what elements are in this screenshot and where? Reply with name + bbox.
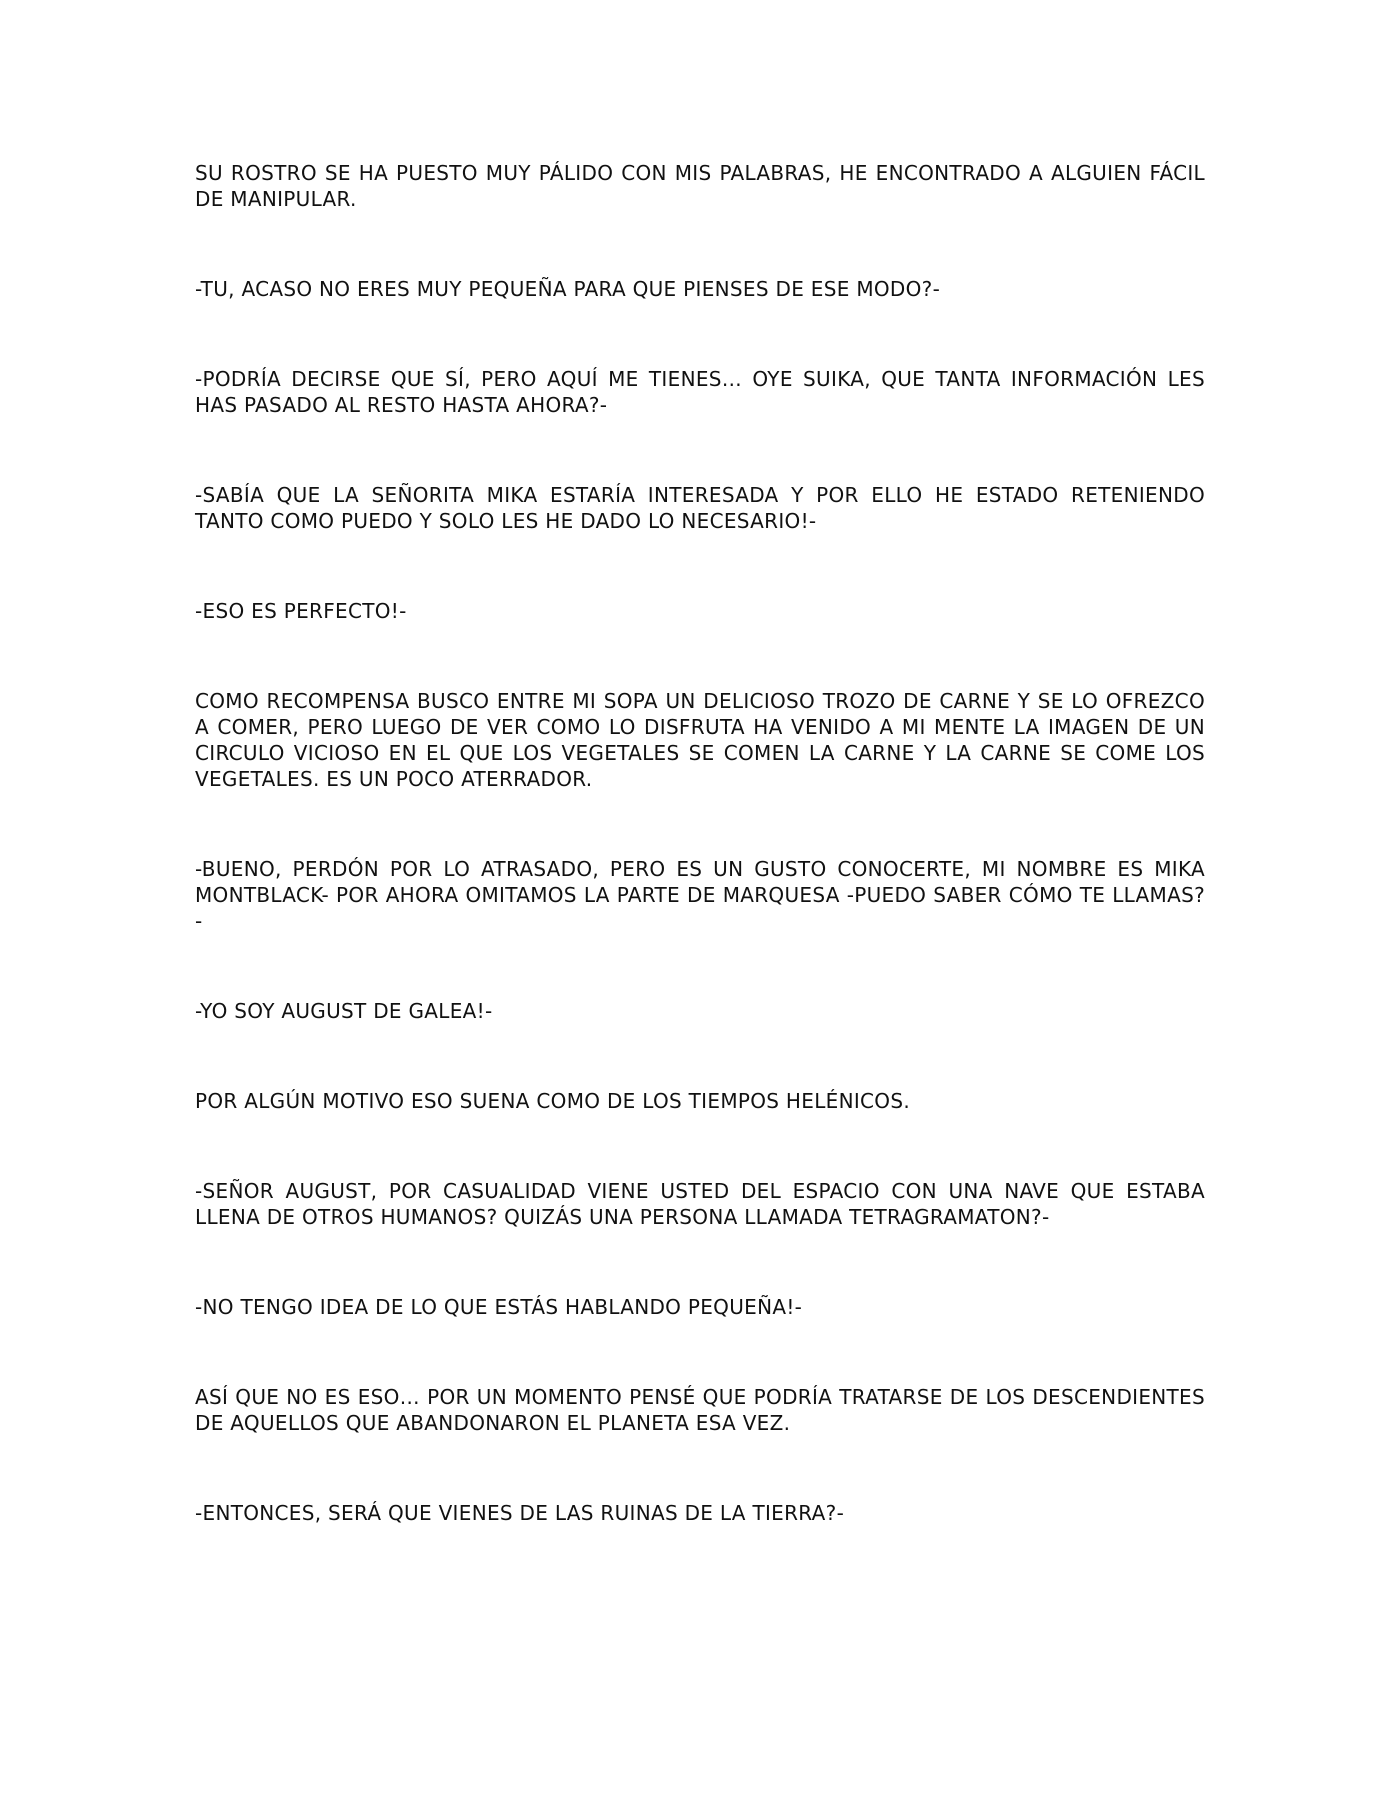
text-body <box>195 160 1205 1590</box>
paragraph-1: SU ROSTRO SE HA PUESTO MUY PÁLIDO CON MIS PALABRAS, HE ENCONTRADO A ALGUIEN FÁCIL DE MANIPULAR. <box>195 161 1205 211</box>
paragraph-6: COMO RECOMPENSA BUSCO ENTRE MI SOPA UN DELICIOSO TROZO DE CARNE Y SE LO OFREZCO A COMER, PERO LUEGO DE VER COMO LO DISFRUTA HA VENIDO A MI MENTE LA IMAGEN DE UN CIRCULO VICIOSO EN EL QUE LOS VEGETALES SE COMEN LA CARNE Y LA CARNE SE COME LOS VEGETALES. ES UN POCO ATERRADOR. <box>195 689 1205 791</box>
paragraph-9: POR ALGÚN MOTIVO ESO SUENA COMO DE LOS TIEMPOS HELÉNICOS. <box>195 1089 910 1113</box>
paragraph-4: -SABÍA QUE LA SEÑORITA MIKA ESTARÍA INTERESADA Y POR ELLO HE ESTADO RETENIENDO TANTO COMO PUEDO Y SOLO LES HE DADO LO NECESARIO!- <box>195 483 1205 533</box>
paragraph-5: -ESO ES PERFECTO!- <box>195 599 407 623</box>
paragraph-7: -BUENO, PERDÓN POR LO ATRASADO, PERO ES UN GUSTO CONOCERTE, MI NOMBRE ES MIKA MONTBLACK- POR AHORA OMITAMOS LA PARTE DE MARQUESA -PUEDO SABER CÓMO TE LLAMAS?- <box>195 857 1205 933</box>
paragraph-10: -SEÑOR AUGUST, POR CASUALIDAD VIENE USTED DEL ESPACIO CON UNA NAVE QUE ESTABA LLENA DE OTROS HUMANOS? QUIZÁS UNA PERSONA LLAMADA TETRAGRAMATON?- <box>195 1179 1205 1229</box>
paragraph-2: -TU, ACASO NO ERES MUY PEQUEÑA PARA QUE PIENSES DE ESE MODO?- <box>195 277 941 301</box>
paragraph-8: -YO SOY AUGUST DE GALEA!- <box>195 999 493 1023</box>
paragraph-3: -PODRÍA DECIRSE QUE SÍ, PERO AQUÍ ME TIENES… OYE SUIKA, QUE TANTA INFORMACIÓN LES HAS PASADO AL RESTO HASTA AHORA?- <box>195 367 1205 417</box>
paragraph-11: -NO TENGO IDEA DE LO QUE ESTÁS HABLANDO PEQUEÑA!- <box>195 1295 803 1319</box>
paragraph-12: ASÍ QUE NO ES ESO… POR UN MOMENTO PENSÉ QUE PODRÍA TRATARSE DE LOS DESCENDIENTES DE AQUELLOS QUE ABANDONARON EL PLANETA ESA VEZ. <box>195 1385 1205 1435</box>
paragraph-13: -ENTONCES, SERÁ QUE VIENES DE LAS RUINAS DE LA TIERRA?- <box>195 1501 845 1525</box>
